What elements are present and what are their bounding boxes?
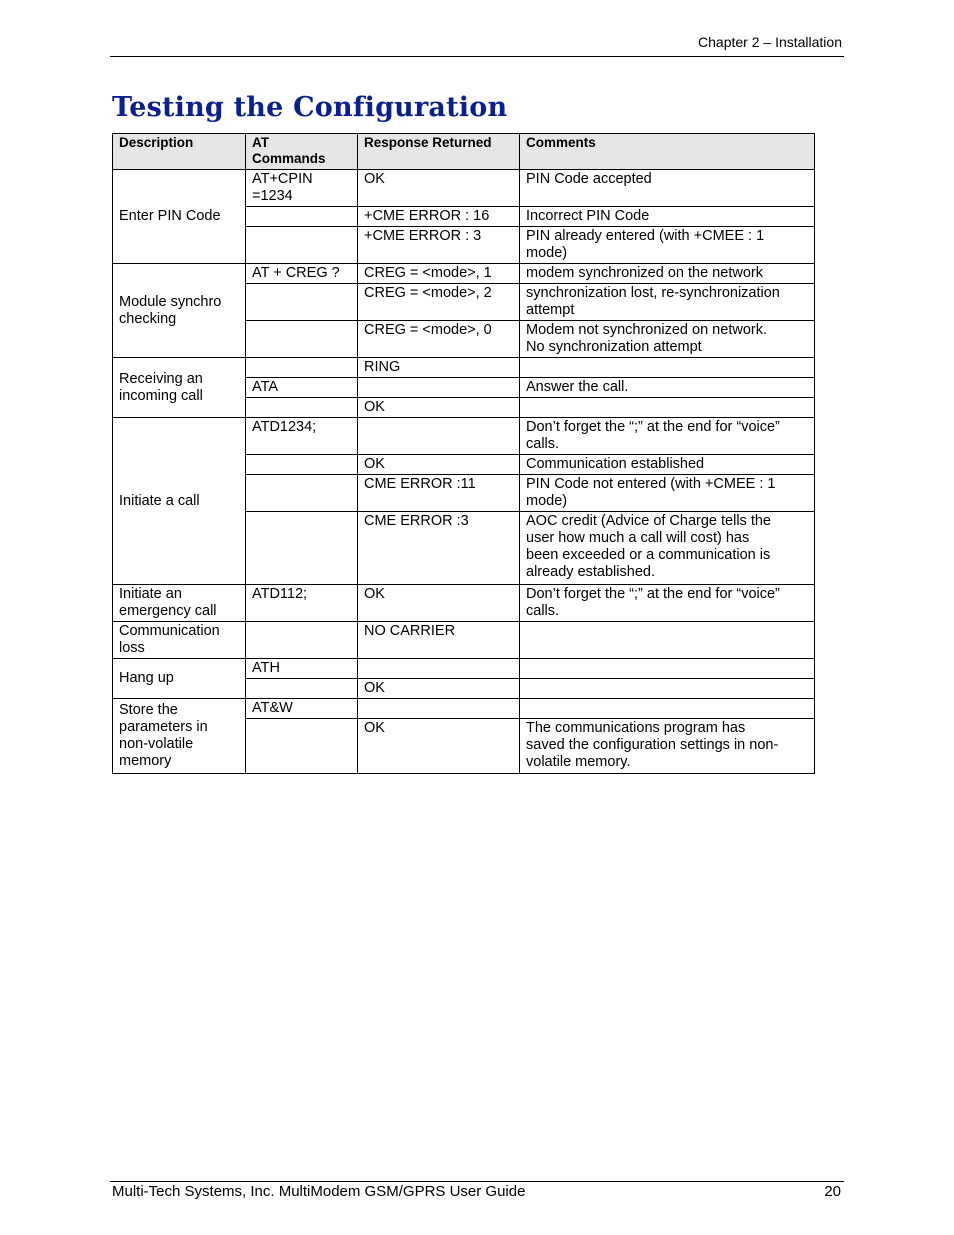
response-cell: +CME ERROR : 16 <box>358 207 520 227</box>
response-cell: OK <box>358 455 520 475</box>
at-command-cell: ATA <box>246 378 358 398</box>
comment-cell <box>520 398 815 418</box>
at-command-cell <box>246 622 358 659</box>
at-command-cell <box>246 719 358 774</box>
column-header-response: Response Returned <box>358 134 520 170</box>
response-cell: CREG = <mode>, 1 <box>358 264 520 284</box>
at-commands-table <box>112 133 815 774</box>
table-row <box>113 622 815 659</box>
at-command-cell <box>246 321 358 358</box>
response-cell: OK <box>358 585 520 622</box>
page-number: 20 <box>824 1183 841 1200</box>
table-row <box>113 659 815 679</box>
description-cell: Receiving an incoming call <box>113 358 246 418</box>
description-cell: Store the parameters in non-volatile memory <box>113 699 246 774</box>
comment-cell: The communications program has saved the configuration settings in non- volatile memory. <box>520 719 815 774</box>
response-cell: +CME ERROR : 3 <box>358 227 520 264</box>
response-cell: CME ERROR :11 <box>358 475 520 512</box>
at-command-cell <box>246 455 358 475</box>
page-title: Testing the Configuration <box>112 92 508 123</box>
comment-cell: PIN Code accepted <box>520 170 815 207</box>
table-row <box>113 264 815 284</box>
comment-cell: Modem not synchronized on network. No synchronization attempt <box>520 321 815 358</box>
response-cell: OK <box>358 398 520 418</box>
comment-cell <box>520 659 815 679</box>
footer-document-title: Multi-Tech Systems, Inc. MultiModem GSM/GPRS User Guide <box>112 1183 526 1200</box>
comment-cell: Communication established <box>520 455 815 475</box>
header-divider <box>110 56 844 57</box>
response-cell: RING <box>358 358 520 378</box>
chapter-header: Chapter 2 – Installation <box>698 34 842 50</box>
at-command-cell <box>246 398 358 418</box>
at-command-cell <box>246 227 358 264</box>
comment-cell: PIN Code not entered (with +CMEE : 1 mode) <box>520 475 815 512</box>
response-cell: OK <box>358 719 520 774</box>
comment-cell: Don’t forget the “;” at the end for “voice” calls. <box>520 418 815 455</box>
table-row <box>113 699 815 719</box>
comment-cell: Answer the call. <box>520 378 815 398</box>
column-header-at-commands: AT Commands <box>246 134 358 170</box>
comment-cell: Don’t forget the “;” at the end for “voice” calls. <box>520 585 815 622</box>
at-command-cell <box>246 207 358 227</box>
response-cell: CREG = <mode>, 0 <box>358 321 520 358</box>
column-header-comments: Comments <box>520 134 815 170</box>
table-header-row <box>113 134 815 170</box>
at-command-cell <box>246 475 358 512</box>
description-cell: Initiate an emergency call <box>113 585 246 622</box>
description-cell: Initiate a call <box>113 418 246 585</box>
comment-cell: modem synchronized on the network <box>520 264 815 284</box>
response-cell: OK <box>358 679 520 699</box>
table-row <box>113 358 815 378</box>
at-command-cell: ATD1234; <box>246 418 358 455</box>
comment-cell <box>520 622 815 659</box>
description-cell: Enter PIN Code <box>113 170 246 264</box>
response-cell: OK <box>358 170 520 207</box>
column-header-description: Description <box>113 134 246 170</box>
at-command-cell: AT + CREG ? <box>246 264 358 284</box>
response-cell: CREG = <mode>, 2 <box>358 284 520 321</box>
response-cell <box>358 659 520 679</box>
comment-cell: Incorrect PIN Code <box>520 207 815 227</box>
comment-cell: PIN already entered (with +CMEE : 1 mode) <box>520 227 815 264</box>
response-cell <box>358 418 520 455</box>
comment-cell <box>520 679 815 699</box>
at-command-cell: AT&W <box>246 699 358 719</box>
at-command-cell: AT+CPIN =1234 <box>246 170 358 207</box>
description-cell: Hang up <box>113 659 246 699</box>
at-command-cell: ATH <box>246 659 358 679</box>
at-command-cell: ATD112; <box>246 585 358 622</box>
response-cell: CME ERROR :3 <box>358 512 520 585</box>
comment-cell: synchronization lost, re-synchronization attempt <box>520 284 815 321</box>
comment-cell <box>520 699 815 719</box>
comment-cell <box>520 358 815 378</box>
at-command-cell <box>246 679 358 699</box>
table-row <box>113 170 815 207</box>
response-cell <box>358 378 520 398</box>
table-row <box>113 585 815 622</box>
at-command-cell <box>246 512 358 585</box>
at-command-cell <box>246 358 358 378</box>
description-cell: Module synchro checking <box>113 264 246 358</box>
description-cell: Communication loss <box>113 622 246 659</box>
table-body <box>113 170 815 774</box>
comment-cell: AOC credit (Advice of Charge tells the user how much a call will cost) has been exceeded or a communication is already established. <box>520 512 815 585</box>
response-cell: NO CARRIER <box>358 622 520 659</box>
response-cell <box>358 699 520 719</box>
footer-divider <box>110 1181 844 1182</box>
at-command-cell <box>246 284 358 321</box>
table-row <box>113 418 815 455</box>
